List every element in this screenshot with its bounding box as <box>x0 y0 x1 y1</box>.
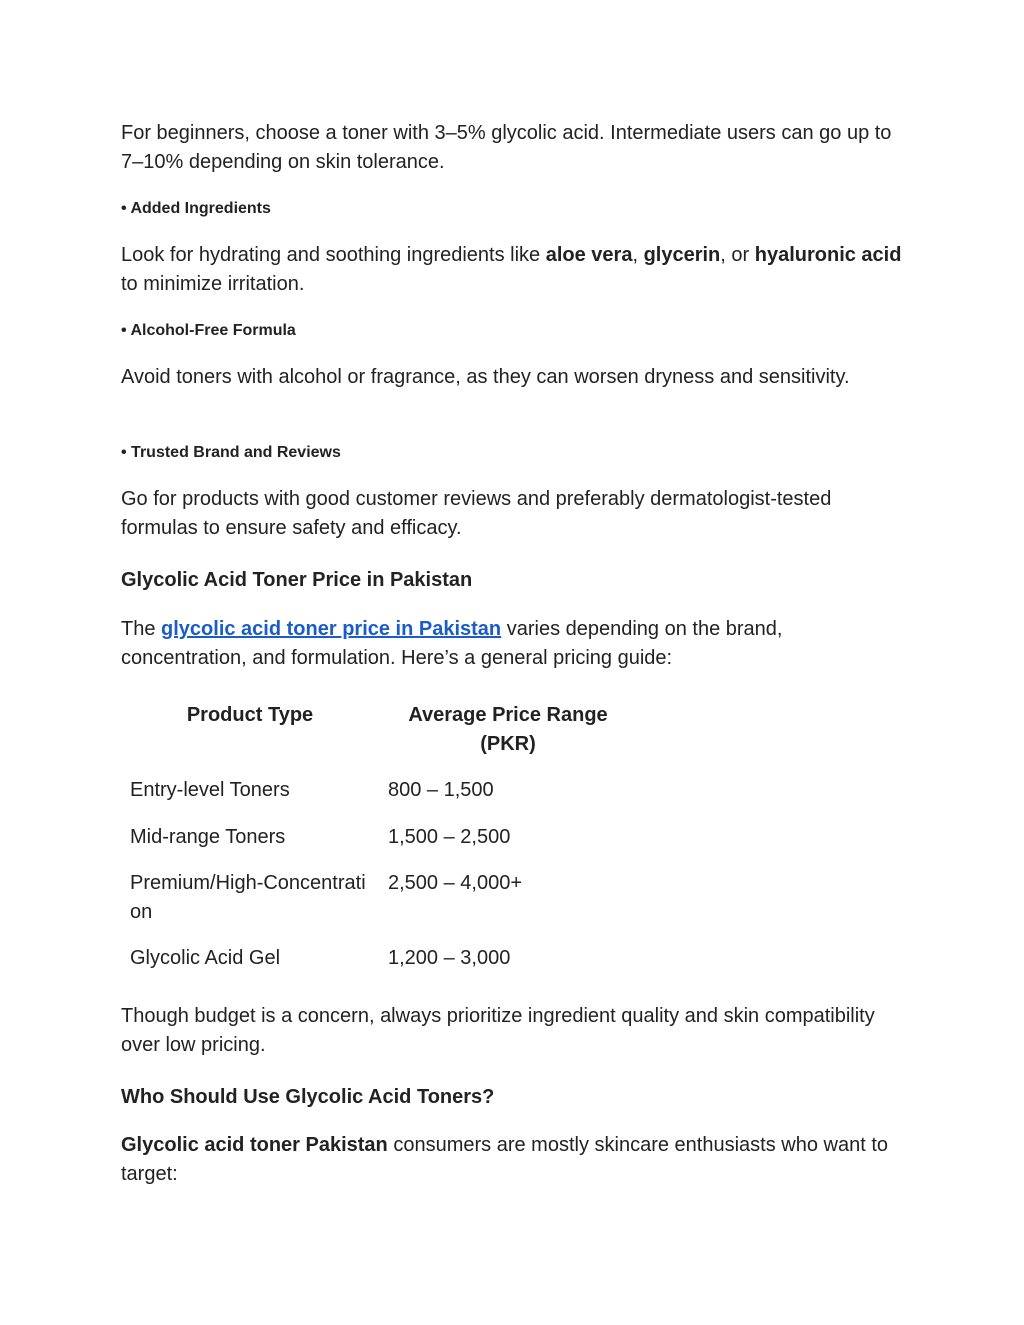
consumers-paragraph <box>121 1131 911 1189</box>
price-text-pre: The <box>121 618 162 640</box>
table-cell-product: Premium/High-Concentration <box>130 872 366 923</box>
alcohol-paragraph: Avoid toners with alcohol or fragrance, as they can worsen dryness and sensitivity. <box>121 366 850 388</box>
table-cell-price: 2,500 – 4,000+ <box>388 872 523 894</box>
ingredients-text-post: to minimize irritation. <box>121 273 305 295</box>
table-cell-product: Glycolic Acid Gel <box>130 947 281 969</box>
trusted-brand-subheading: • Trusted Brand and Reviews <box>121 444 341 461</box>
who-should-use-heading: Who Should Use Glycolic Acid Toners? <box>121 1086 495 1108</box>
ingredients-text-pre: Look for hydrating and soothing ingredients like <box>121 244 546 266</box>
table-cell-product: Mid-range Toners <box>130 826 286 848</box>
price-text-post: varies depending on the brand, concentration, and formulation. Here’s a general pricing guide: <box>121 618 783 669</box>
consumers-bold-term: Glycolic acid toner Pakistan <box>121 1134 388 1156</box>
price-pakistan-link[interactable]: glycolic acid toner price in Pakistan <box>161 618 502 640</box>
ingredients-sep-2: , or <box>720 244 755 266</box>
table-cell-product: Entry-level Toners <box>130 779 290 801</box>
glycerin-term: glycerin <box>643 244 721 266</box>
hyaluronic-acid-term: hyaluronic acid <box>754 244 902 266</box>
added-ingredients-subheading: • Added Ingredients <box>121 200 271 217</box>
ingredients-sep-1: , <box>632 244 644 266</box>
price-paragraph <box>121 615 911 673</box>
aloe-vera-term: aloe vera <box>545 244 633 266</box>
table-header-price-range: Average Price Range (PKR) <box>408 704 608 755</box>
table-cell-price: 800 – 1,500 <box>388 779 494 801</box>
table-cell-price: 1,200 – 3,000 <box>388 947 511 969</box>
ingredients-paragraph <box>121 241 911 299</box>
table-header-product-type: Product Type <box>186 704 314 726</box>
table-cell-price: 1,500 – 2,500 <box>388 826 511 848</box>
alcohol-free-subheading: • Alcohol-Free Formula <box>121 322 296 339</box>
reviews-paragraph: Go for products with good customer reviews and preferably dermatologist-tested formulas to ensure safety and efficacy. <box>121 488 832 539</box>
beginner-paragraph: For beginners, choose a toner with 3–5% glycolic acid. Intermediate users can go up to 7–10% depending on skin tolerance. <box>121 122 892 173</box>
consumers-text-post: consumers are mostly skincare enthusiasts who want to target: <box>121 1134 888 1185</box>
budget-paragraph: Though budget is a concern, always prioritize ingredient quality and skin compatibility over low pricing. <box>121 1005 875 1056</box>
price-heading: Glycolic Acid Toner Price in Pakistan <box>121 569 473 591</box>
